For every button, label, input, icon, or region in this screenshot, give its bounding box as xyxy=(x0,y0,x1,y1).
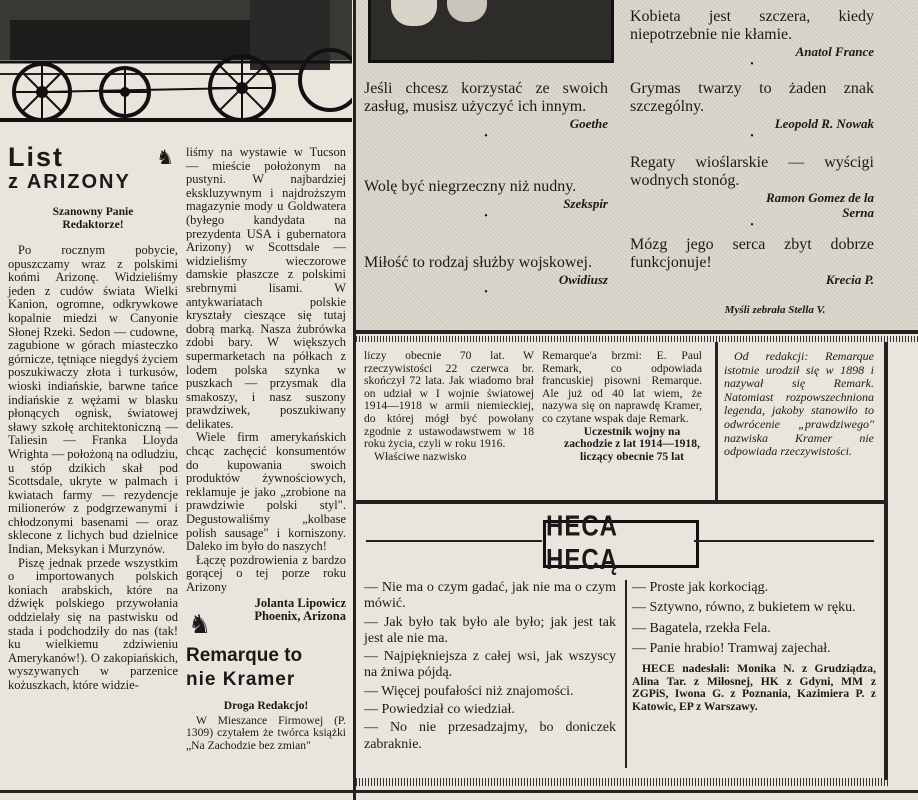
heca-line: — Proste jak korkociąg. xyxy=(632,580,769,595)
quote-left-1 xyxy=(364,80,608,143)
heca-title-box xyxy=(543,510,699,577)
list-article-column-1 xyxy=(8,244,178,693)
salutation-line-1: Szanowny Panie xyxy=(52,205,134,218)
locomotive-drawing xyxy=(0,0,352,128)
heca-title: HECA HECĄ xyxy=(546,510,619,577)
signature-name: Jolanta Lipowicz xyxy=(254,595,346,610)
remarque-header xyxy=(186,610,346,752)
heca-line: — Powiedział co wiedział. xyxy=(364,702,515,718)
paragraph: Remarque'a brzmi: E. Paul Remark, co odpowiada francuskiej pisowni Remarque. Ale już od 40 lat wiem, że nazywa się on naprawdę Kramer, co czytane wspak daje Remark. xyxy=(542,349,702,425)
heca-left-column xyxy=(364,580,616,753)
quote-text: Grymas twarzy to żaden znak szczególny. xyxy=(630,80,874,115)
quote-right-1 xyxy=(630,8,874,71)
remarque-title-1: Remarque to xyxy=(186,645,303,666)
quote-left-3 xyxy=(364,254,608,299)
right-border xyxy=(884,504,888,780)
quote-author: Owidiusz xyxy=(558,272,608,287)
quote-author: Szekspir xyxy=(563,196,608,211)
quote-author: Anatol France xyxy=(795,44,874,59)
paragraph: Piszę jednak przede wszystkim o importowanych polskich koniach arabskich, które na dźwięk polskiego przywołania oddzielały się na pastwisku od stada i podchodziły do nas (tak! ku wielkiemu zdziwieniu Amerykanów!). O zakopiańskich, wyszywanych w parzenice kożuszkach, które widzie- xyxy=(8,555,178,692)
quote-text: Miłość to rodzaj służby wojskowej. xyxy=(364,254,592,271)
heca-line: — Panie hrabio! Tramwaj zajechał. xyxy=(632,640,831,656)
heca-divider xyxy=(625,580,627,768)
quote-text: Kobieta jest szczera, kiedy niepotrzebnie nie kłamie. xyxy=(630,8,874,43)
editor-note xyxy=(724,350,874,459)
hatch-border xyxy=(356,336,918,342)
remarque-signature: Uczestnik wojny na zachodzie z lat 1914—1918, liczący obecnie 75 lat xyxy=(564,424,700,463)
knight-chess-icon: ♞ xyxy=(188,610,212,639)
heca-line: — Bagatela, rzekła Fela. xyxy=(632,620,771,636)
paragraph: liczy obecnie 70 lat. W rzeczywistości 22 czerwca br. skończył 72 lata. Jak wiadomo brał on udział w I wojnie światowej 1914—1918 w armii niemieckiej, do której mógł być powołany zgodnie z ustawodawstwem w 18 roku życia, czyli w roku 1916. xyxy=(364,349,534,451)
locomotive-illustration xyxy=(0,0,352,128)
quote-author: Goethe xyxy=(569,116,608,131)
paragraph: Od redakcji: Remarque istotnie urodził się w 1898 i nazywał się Remark. Natomiast rozpowszechniona legenda, jakoby stanowiło to odwrócenie „prawdziwego" nazwiska Kramer nie odpowiada rzeczywistości. xyxy=(724,349,874,459)
remarque-column-1 xyxy=(186,715,346,753)
remarque-title-2: nie Kramer xyxy=(186,669,296,690)
heca-line: — No nie przesadzajmy, bo doniczek zabraknie. xyxy=(364,720,616,752)
heca-credits: HECE nadesłali: Monika N. z Grudziądza, Alina Tar. z Miłosnej, HK z Gdyni, MM z ZGPiS, Iwona G. z Poznania, Kazimiera P. z Katowic, EP z Warszawy. xyxy=(632,662,876,713)
heca-line: — Sztywno, równo, z bukietem w ręku. xyxy=(632,600,856,616)
quotes-credit: Myśli zebrała Stella V. xyxy=(724,304,826,316)
remarque-column-2 xyxy=(364,350,534,463)
quote-text: Mózg jego serca zbyt dobrze funkcjonuje! xyxy=(630,236,874,271)
paragraph: Po rocznym pobycie, opuszczamy wraz z polskimi końmi Arizonę. Widzieliśmy jeden z cudów świata Wielki Kanion, ogromne, odkrywkowe kopalnie miedzi w Canyonie Słonej Rzeki. Sedon — cudowne, zagubione w górach miasteczko górnicze, tętniące niegdyś życiem poszukiwaczy złota i turkusów, wioski indiańskie, barwne tańce indiańskie z wężami w blasku płonących ognisk, światowej sławy szkołę architektoniczną — Taliesin — Franka Lloyda Wrighta — położoną na odludziu, u stóp dzikich skał pod Scottsdale, ukryte w palmach i kwiatach farmy — rezydencje milionerów z podgrzewanymi i chłodzonymi basenami — oraz sklecone z lichych bud dzielnice Indian, Meksykan i Murzynów. xyxy=(8,243,178,557)
bullet: • xyxy=(484,287,488,298)
article-title-word: List xyxy=(8,142,65,172)
heca-right-column xyxy=(632,580,876,714)
quote-left-2 xyxy=(364,178,608,223)
heca-line: — Jak było tak było ale było; jak jest tak jest ale nie ma. xyxy=(364,614,616,646)
quote-right-4 xyxy=(630,236,874,287)
heca-title-rule xyxy=(694,540,874,542)
section-divider xyxy=(356,500,888,504)
paragraph: Łączę pozdrowienia z bardzo gorącej o tej porze roku Arizony xyxy=(186,552,346,594)
bullet: • xyxy=(750,131,754,142)
paragraph: liśmy na wystawie w Tucson — mieście położonym na pustyni. W najbardziej ekskluzywnym i najdroższym magazynie mody u Goldwatera (byłego kandydata na prezydenta USA i gubernatora Arizony) w Scottsdale — widzieliśmy wieczorowe damskie płaszcze z polskimi srebrnymi lisami. W antykwariatach polskie kryształy cieszące się tutaj dobrą marką. Nasza żubrówka zdobi bary. W większych supermarketach na półkach z lodem polska szynka w puszkach — przysmak dla smakoszy, i nasz suszony prawdziwek, poszukiwany delikates. xyxy=(186,145,346,431)
editor-note-border-left xyxy=(715,342,718,500)
list-article-header xyxy=(8,142,178,231)
heca-line: — Najpiękniejsza z całej wsi, jak wszyscy na żniwa pójdą. xyxy=(364,649,616,681)
article-title-rest: z ARIZONY xyxy=(8,171,131,193)
bullet: • xyxy=(750,220,754,231)
paragraph: Właściwe nazwisko xyxy=(374,449,467,463)
quote-author: Leopold R. Nowak xyxy=(774,116,874,131)
quote-author: Krecia P. xyxy=(825,272,874,287)
bullet: • xyxy=(484,211,488,222)
heca-title-rule xyxy=(366,540,542,542)
heca-line: — Więcej poufałości niż znajomości. xyxy=(364,683,574,699)
section-divider xyxy=(356,330,918,334)
quote-text: Regaty wioślarskie — wyścigi wodnych stonóg. xyxy=(630,154,874,189)
remarque-salutation: Droga Redakcjo! xyxy=(223,699,309,712)
bottom-rule xyxy=(0,790,918,793)
quote-author: Ramon Gomez de la Serna xyxy=(766,190,874,220)
hatch-border-bottom xyxy=(356,778,888,786)
heca-line: — Nie ma o czym gadać, jak nie ma o czym mówić. xyxy=(364,580,616,612)
bullet: • xyxy=(484,131,488,142)
remarque-column-3 xyxy=(542,350,702,463)
paragraph: Wiele firm amerykańskich chcąc zachęcić konsumentów do kupowania swoich produktów żywnościowych, reklamuje je jako „zrobione na prawdziwie polski styl". Degustowaliśmy „kolbase polish sausage" i korniszony. Daleko im było do naszych! xyxy=(186,430,346,554)
quote-right-3 xyxy=(630,154,874,232)
bullet: • xyxy=(750,59,754,70)
knight-chess-icon: ♞ xyxy=(156,147,174,169)
quote-text: Wolę być niegrzeczny niż nudny. xyxy=(364,178,577,195)
right-border xyxy=(884,342,888,500)
salutation-line-2: Redaktorze! xyxy=(62,217,124,231)
quotes-image xyxy=(368,0,614,63)
quote-right-2 xyxy=(630,80,874,143)
paragraph: W Mieszance Firmowej (P. 1309) czytałem że twórca książki „Na Zachodzie bez zmian" xyxy=(186,713,346,752)
quote-text: Jeśli chcesz korzystać ze swoich zasług, musisz użyczyć ich innym. xyxy=(364,80,608,115)
signature-place: Phoenix, Arizona xyxy=(254,609,346,624)
list-article-column-2 xyxy=(186,146,346,624)
